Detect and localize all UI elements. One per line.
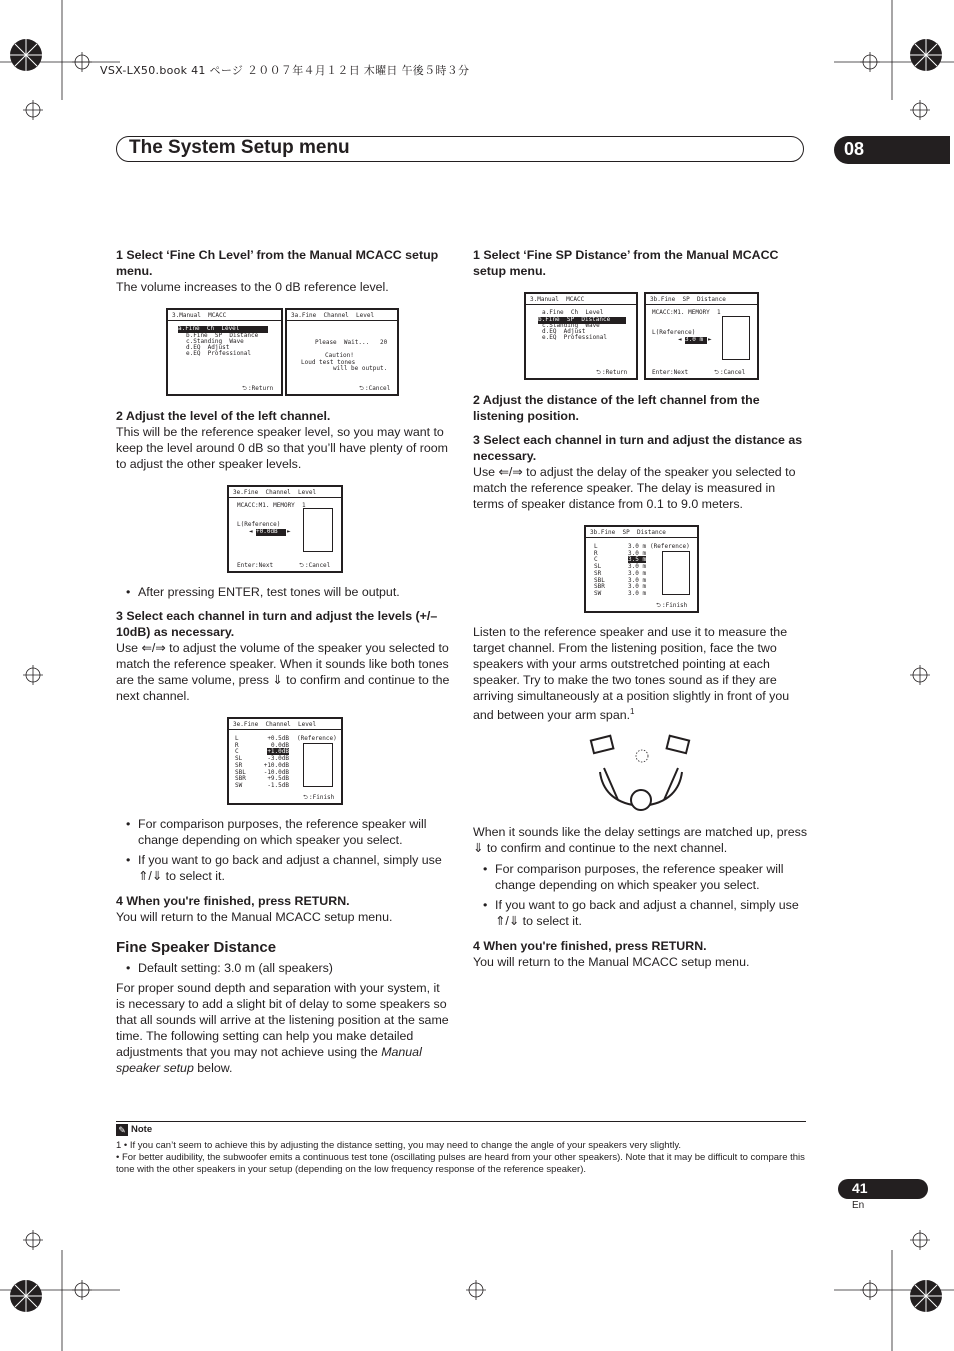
left-step4: 4 When you're finished, press RETURN. You will return to the Manual MCACC setup menu. [116,894,393,924]
note-rule [116,1121,806,1122]
language-code: En [852,1200,865,1211]
left-step2: 2 Adjust the level of the left channel. This will be the reference speaker level, so you may want to keep the level around 0 dB so that you’ll have plenty of room to adjust the other speaker levels. [116,409,449,471]
screen-level-reference: 3e.Fine Channel Level MCACC:M1. MEMORY 1 L(Reference) ◄ +0.0dB ► Enter:Next ⮌ :Cancel [227,485,343,573]
speaker-layout-icon [303,508,333,552]
screen-distance-reference: 3b.Fine SP Distance MCACC:M1. MEMORY 1 L(Reference) ◄ 3.0 m ► Enter:Next ⮌ :Cancel [644,292,759,380]
distance-rows-labels: L R C SL SR SBL SBR SW [594,543,605,597]
left-step3: 3 Select each channel in turn and adjust the levels (+/–10dB) as necessary. Use ⇐/⇒ to adjust the volume of the speaker you selected to match the reference speaker. When it sounds like both tones are the same volume, press ⇓ to confirm and continue to the next channel. [116,609,450,703]
chapter-badge: 08 [834,136,950,164]
left-step1: 1 Select ‘Fine Ch Level’ from the Manual MCACC setup menu. The volume increases to the 0 dB reference level. [116,248,439,294]
return-icon: ⮌ [359,385,364,392]
distance-rows-values: 3.0 m 3.0 m 3.5 m 3.0 m 3.0 m 3.0 m 3.0 m 3.0 m [628,543,647,597]
screen-please-wait: 3a.Fine Channel Level Please Wait... 20 Caution! Loud test tones will be output. ⮌ :Cancel [285,308,399,396]
right-match-text: When it sounds like the delay settings are matched up, press ⇓ to confirm and continue to the next channel. [473,825,808,855]
return-icon: ⮌ [303,794,308,801]
note-block: ✎ Note 1 • If you can’t seem to achieve this by adjusting the distance setting, you may need to change the angle of your speakers very slightly. • For better audibility, the subwoofer emits a continuous test tone (oscillating pulses are heard from your other speakers). Note that it may be difficult to compare this tone with the other speakers in your setup (depending on the low frequency response of the reference speaker). [116,1124,805,1175]
right-step3: 3 Select each channel in turn and adjust the distance as necessary. Use ⇐/⇒ to adjust the delay of the speaker you selected to match the reference speaker. The delay is measured in terms of speaker distance from 0.1 to 9.0 meters. [473,433,803,511]
return-icon: ⮌ [596,369,601,376]
screen-distance-all-channels: 3b.Fine SP Distance (Reference) L R C SL SR SBL SBR SW 3.0 m 3.0 m 3.5 m 3.0 m 3.0 m 3.0 m 3.0 m 3.0 m ⮌ :Finish [584,525,699,613]
speaker-layout-icon [722,316,750,360]
section-fine-speaker-distance: Fine Speaker Distance [116,939,277,956]
return-icon: ⮌ [242,385,247,392]
right-step4: 4 When you're finished, press RETURN. You will return to the Manual MCACC setup menu. [473,939,750,969]
screen-manual-mcacc-menu-2: 3.Manual MCACC a.Fine Ch Level b.Fine SP Distance c.Standing Wave d.EQ Adjust e.EQ Professional ⮌ :Return [524,292,638,380]
right-step1: 1 Select ‘Fine SP Distance’ from the Manual MCACC setup menu. [473,248,779,278]
return-icon: ⮌ [656,602,661,609]
screen-level-all-channels: 3e.Fine Channel Level (Reference) L R C SL SR SBL SBR SW +0.5dB 0.0dB +1.0dB -3.0dB +10.0dB -10.0dB +9.5dB -1.5dB ⮌ :Finish [227,717,343,805]
fsd-body: • Default setting: 3.0 m (all speakers) For proper sound depth and separation with your system, it is necessary to add a slight bit of delay to some speakers so that all sounds will arrive at the listening position at the same time. The following setting can help you make detailed adjustments that you may not achieve using the Manual speaker setup below. [116,960,452,1076]
right-bullets-compare: • For comparison purposes, the reference speaker will change depending on which speaker you select. • If you want to go back and adjust a channel, simply use ⇑/⇓ to select it. [473,861,809,929]
right-step2: 2 Adjust the distance of the left channel from the listening position. [473,393,760,423]
level-rows-values: +0.5dB 0.0dB +1.0dB -3.0dB +10.0dB -10.0dB +9.5dB -1.5dB [263,735,289,789]
left-bullet-enter: • After pressing ENTER, test tones will be output. [116,584,474,600]
level-rows-labels: L R C SL SR SBL SBR SW [235,735,246,789]
return-icon: ⮌ [714,369,719,376]
screen-manual-mcacc-menu: 3.Manual MCACC a.Fine Ch Level b.Fine SP Distance c.Standing Wave d.EQ Adjust e.EQ Professional ⮌ :Return [166,308,283,396]
note-pencil-icon: ✎ [116,1124,128,1136]
page-title: The System Setup menu [129,137,350,158]
speaker-layout-icon [662,551,690,595]
speaker-layout-icon [303,743,333,787]
left-bullets-compare: • For comparison purposes, the reference speaker will change depending on which speaker you select. • If you want to go back and adjust a channel, simply use ⇑/⇓ to select it. [116,816,452,884]
right-listen-text: Listen to the reference speaker and use it to measure the target channel. From the listening position, face the two speakers with your arms outstretched pointing at each speaker. Try to make the two tones sound as if they are arriving simultaneously at a position slightly in front of you and between your arm span.$^1$ [473,625,790,723]
page-number: 41 [838,1179,928,1199]
return-icon: ⮌ [299,562,304,569]
book-info-line: VSX-LX50.book 41 ページ ２００７年４月１２日 木曜日 午後５時３分 [100,64,470,77]
listening-position-illustration [588,732,694,814]
